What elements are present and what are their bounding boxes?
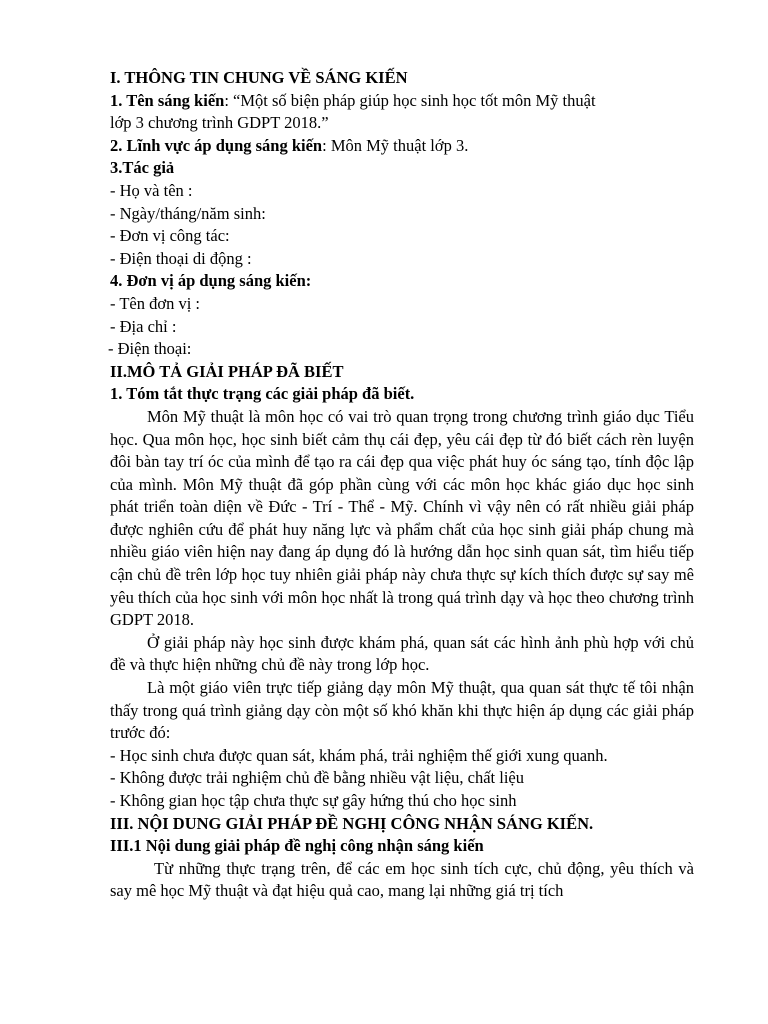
initiative-name-label: 1. Tên sáng kiến: [110, 90, 225, 110]
unit-phone-field: - Điện thoại:: [108, 339, 192, 359]
author-phone-field: - Điện thoại di động :: [110, 248, 252, 268]
section-2-paragraph-1: Môn Mỹ thuật là môn học có vai trò quan trọng trong chương trình giáo dục Tiểu học. Qua môn học, học sinh biết cảm thụ cái đẹp, yêu cái đẹp từ đó biết cách rèn luyện đôi bàn tay trí óc của mình để tạo ra cái đẹp qua việc phát huy óc sáng tạo, tính độc lập của mình. Môn Mỹ thuật đã góp phần cùng với các môn học khác giáo dục học sinh phát triển toàn diện về Đức - Trí - Thể - Mỹ. Chính vì vậy nên có rất nhiều giải pháp được nghiên cứu để phát huy năng lực và phẩm chất của học sinh giải pháp chung mà nhiều giáo viên hiện nay đang áp dụng đó là hướng dẫn học sinh quan sát, tìm hiểu tiếp cận chủ đề trên lớp học tuy nhiên giải pháp này chưa thực sự kích thích được sự say mê yêu thích của học sinh với môn học nhất là trong quá trình dạy và học theo chương trình GDPT 2018.: [110, 406, 694, 630]
section-2-subheading: 1. Tóm tắt thực trạng các giải pháp đã biết.: [110, 384, 415, 404]
initiative-name-continuation: lớp 3 chương trình GDPT 2018.”: [110, 113, 329, 133]
section-2-paragraph-2: Ở giải pháp này học sinh được khám phá, quan sát các hình ảnh phù hợp với chủ đề và thực hiện những chủ đề này trong lớp học.: [110, 632, 694, 675]
difficulty-item: - Không được trải nghiệm chủ đề bằng nhiều vật liệu, chất liệu: [110, 768, 525, 788]
section-1-heading: I. THÔNG TIN CHUNG VỀ SÁNG KIẾN: [110, 68, 408, 87]
field-of-application-line: [110, 135, 694, 158]
section-3-heading: III. NỘI DUNG GIẢI PHÁP ĐỀ NGHỊ CÔNG NHẬN SÁNG KIẾN.: [110, 813, 594, 833]
difficulty-item: - Học sinh chưa được quan sát, khám phá, trải nghiệm thế giới xung quanh.: [110, 745, 608, 765]
initiative-name-line: [110, 90, 694, 113]
unit-name-field: - Tên đơn vị :: [110, 293, 200, 313]
field-of-application-value: : Môn Mỹ thuật lớp 3.: [322, 135, 469, 155]
section-3-paragraph-1: Từ những thực trạng trên, để các em học sinh tích cực, chủ động, yêu thích và say mê học Mỹ thuật và đạt hiệu quả cao, mang lại những giá trị tích: [110, 858, 694, 901]
section-2-paragraph-3: Là một giáo viên trực tiếp giảng dạy môn Mỹ thuật, qua quan sát thực tế tôi nhận thấy trong quá trình giảng dạy còn một số khó khăn khi thực hiện áp dụng các giải pháp trước đó:: [110, 678, 694, 743]
initiative-name-value: : “Một số biện pháp giúp học sinh học tốt môn Mỹ thuật: [224, 90, 596, 110]
field-of-application-label: 2. Lĩnh vực áp dụng sáng kiến: [110, 135, 323, 155]
section-2-heading: II.MÔ TẢ GIẢI PHÁP ĐÃ BIẾT: [110, 361, 344, 381]
applying-unit-label: 4. Đơn vị áp dụng sáng kiến:: [110, 271, 312, 291]
author-name-field: - Họ và tên :: [110, 180, 193, 200]
author-workplace-field: - Đơn vị công tác:: [110, 226, 230, 246]
author-birthdate-field: - Ngày/tháng/năm sinh:: [110, 203, 266, 223]
document-body: [110, 67, 694, 903]
author-label: 3.Tác giả: [110, 158, 175, 178]
difficulty-item: - Không gian học tập chưa thực sự gây hứng thú cho học sinh: [110, 791, 517, 810]
section-3-subheading: III.1 Nội dung giải pháp đề nghị công nhận sáng kiến: [110, 836, 484, 856]
unit-address-field: - Địa chỉ :: [110, 316, 177, 336]
